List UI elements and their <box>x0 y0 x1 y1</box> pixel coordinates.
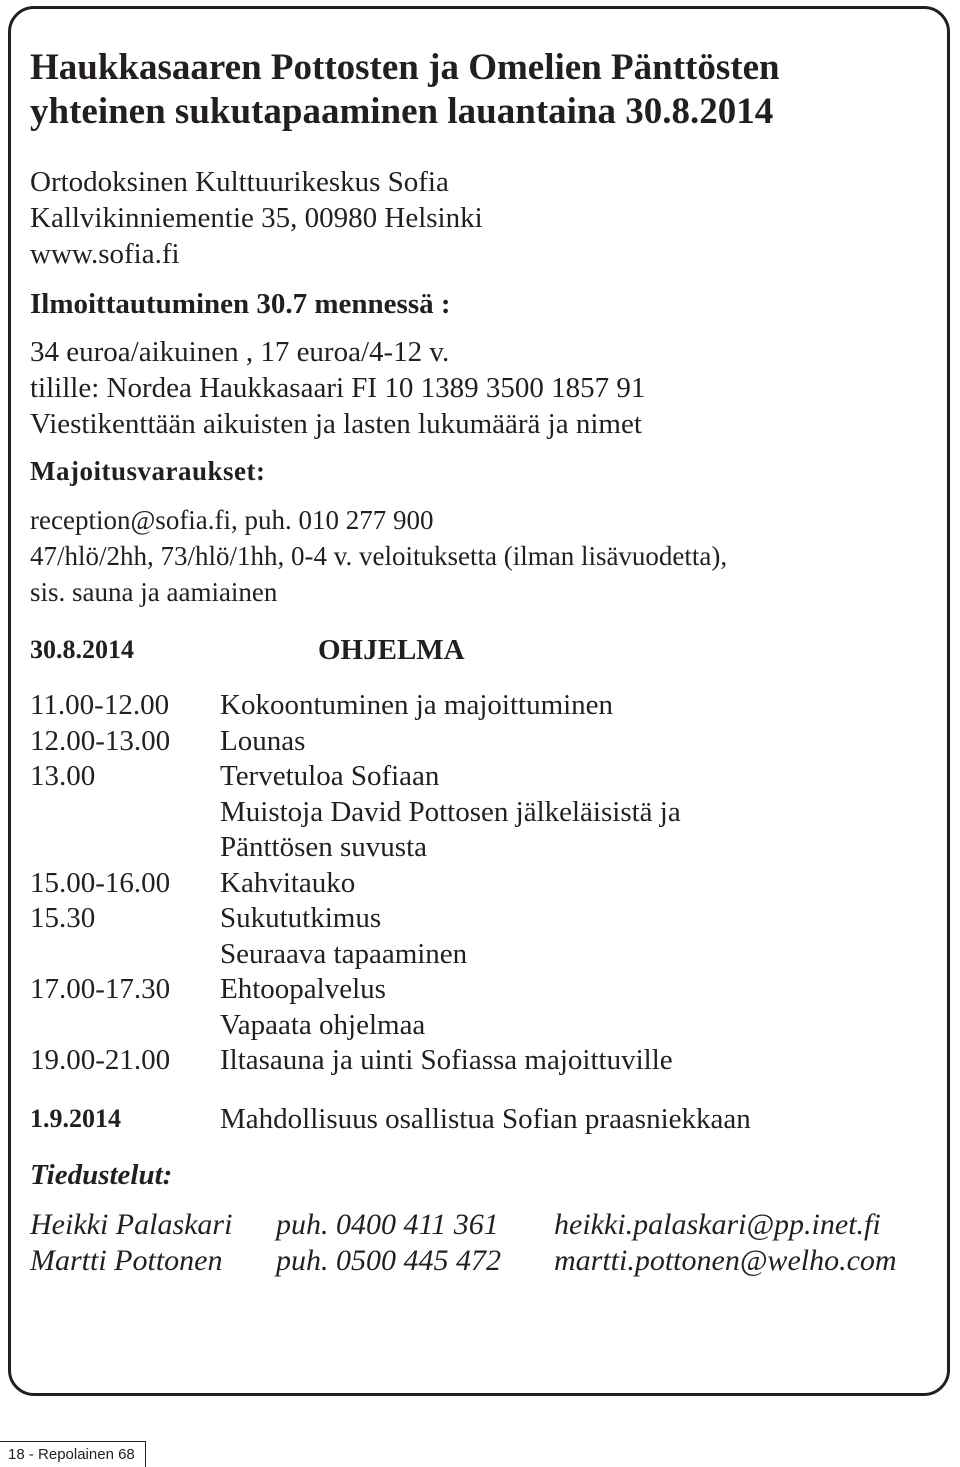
schedule-row <box>30 901 920 937</box>
schedule-activity: Tervetuloa Sofiaan <box>220 760 440 792</box>
schedule-row <box>30 1008 920 1044</box>
schedule-time: 19.00-21.00 <box>30 1044 171 1076</box>
schedule-row <box>30 688 920 724</box>
program-heading: OHJELMA <box>318 634 465 666</box>
schedule-activity: Ehtoopalvelus <box>220 973 386 1005</box>
contact-row <box>30 1243 920 1279</box>
schedule-activity: Vapaata ohjelmaa <box>220 1008 426 1041</box>
schedule-time: 17.00-17.30 <box>30 973 171 1005</box>
registration-details <box>30 334 920 442</box>
accommodation-includes: sis. sauna ja aamiainen <box>30 577 278 607</box>
extra-day-date: 1.9.2014 <box>30 1103 121 1133</box>
inquiries-heading: Tiedustelut: <box>30 1158 173 1191</box>
title-line-1: Haukkasaaren Pottosten ja Omelien Pänttösten <box>30 47 780 88</box>
venue-block <box>30 164 920 272</box>
extra-day-row <box>30 1101 920 1137</box>
contact-name: Martti Pottonen <box>30 1243 223 1277</box>
venue-website: www.sofia.fi <box>30 238 180 270</box>
page-title <box>30 46 920 134</box>
contact-phone: puh. 0400 411 361 <box>276 1207 499 1241</box>
registration-note: Viestikenttään aikuisten ja lasten lukumäärä ja nimet <box>30 408 642 440</box>
announcement <box>30 46 920 1279</box>
program-header <box>30 632 920 668</box>
registration-account: tilille: Nordea Haukkasaari FI 10 1389 3500 1857 91 <box>30 372 646 404</box>
schedule-time <box>30 937 220 973</box>
contact-phone: puh. 0500 445 472 <box>276 1243 501 1277</box>
schedule-row <box>30 795 920 831</box>
accommodation-rates: 47/hlö/2hh, 73/hlö/1hh, 0-4 v. veloituksetta (ilman lisävuodetta), <box>30 541 728 571</box>
page-footer: 18 - Repolainen 68 <box>0 1441 146 1467</box>
contact-row <box>30 1207 920 1243</box>
extra-day-text: Mahdollisuus osallistua Sofian praasniekkaan <box>220 1102 751 1135</box>
registration-heading <box>30 286 920 322</box>
schedule-row <box>30 724 920 760</box>
venue-address: Kallvikinniementie 35, 00980 Helsinki <box>30 202 483 234</box>
schedule-time: 13.00 <box>30 760 96 792</box>
venue-name: Ortodoksinen Kulttuurikeskus Sofia <box>30 166 449 198</box>
schedule-activity: Lounas <box>220 724 306 757</box>
schedule-time: 15.00-16.00 <box>30 866 171 899</box>
schedule-activity: Iltasauna ja uinti Sofiassa majoittuville <box>220 1044 673 1076</box>
schedule-row <box>30 1043 920 1079</box>
contact-list <box>30 1207 920 1279</box>
accommodation-heading: Majoitusvaraukset: <box>30 456 266 486</box>
schedule-time: 12.00-13.00 <box>30 724 171 757</box>
contact-email: martti.pottonen@welho.com <box>554 1243 897 1277</box>
program-schedule <box>30 688 920 1079</box>
schedule-time <box>30 795 220 831</box>
schedule-activity: Sukututkimus <box>220 902 382 934</box>
schedule-row <box>30 937 920 973</box>
schedule-activity: Seuraava tapaaminen <box>220 937 468 970</box>
schedule-row <box>30 759 920 795</box>
schedule-row <box>30 866 920 902</box>
schedule-time <box>30 830 220 866</box>
accommodation-details <box>30 502 920 610</box>
program-date: 30.8.2014 <box>30 635 134 664</box>
registration-heading-text: Ilmoittautuminen 30.7 mennessä : <box>30 288 451 320</box>
accommodation-contact: reception@sofia.fi, puh. 010 277 900 <box>30 505 434 535</box>
schedule-time <box>30 1008 220 1044</box>
contact-name: Heikki Palaskari <box>30 1207 233 1241</box>
schedule-row <box>30 972 920 1008</box>
schedule-activity: Kokoontuminen ja majoittuminen <box>220 689 614 721</box>
schedule-row <box>30 830 920 866</box>
title-line-2: yhteinen sukutapaaminen lauantaina 30.8.2014 <box>30 91 774 132</box>
schedule-activity: Kahvitauko <box>220 866 356 899</box>
schedule-activity: Muistoja David Pottosen jälkeläisistä ja <box>220 795 681 828</box>
schedule-activity: Pänttösen suvusta <box>220 831 428 863</box>
schedule-time: 15.30 <box>30 902 96 934</box>
contact-email: heikki.palaskari@pp.inet.fi <box>554 1207 881 1241</box>
schedule-time: 11.00-12.00 <box>30 689 170 721</box>
registration-price: 34 euroa/aikuinen , 17 euroa/4-12 v. <box>30 336 450 368</box>
